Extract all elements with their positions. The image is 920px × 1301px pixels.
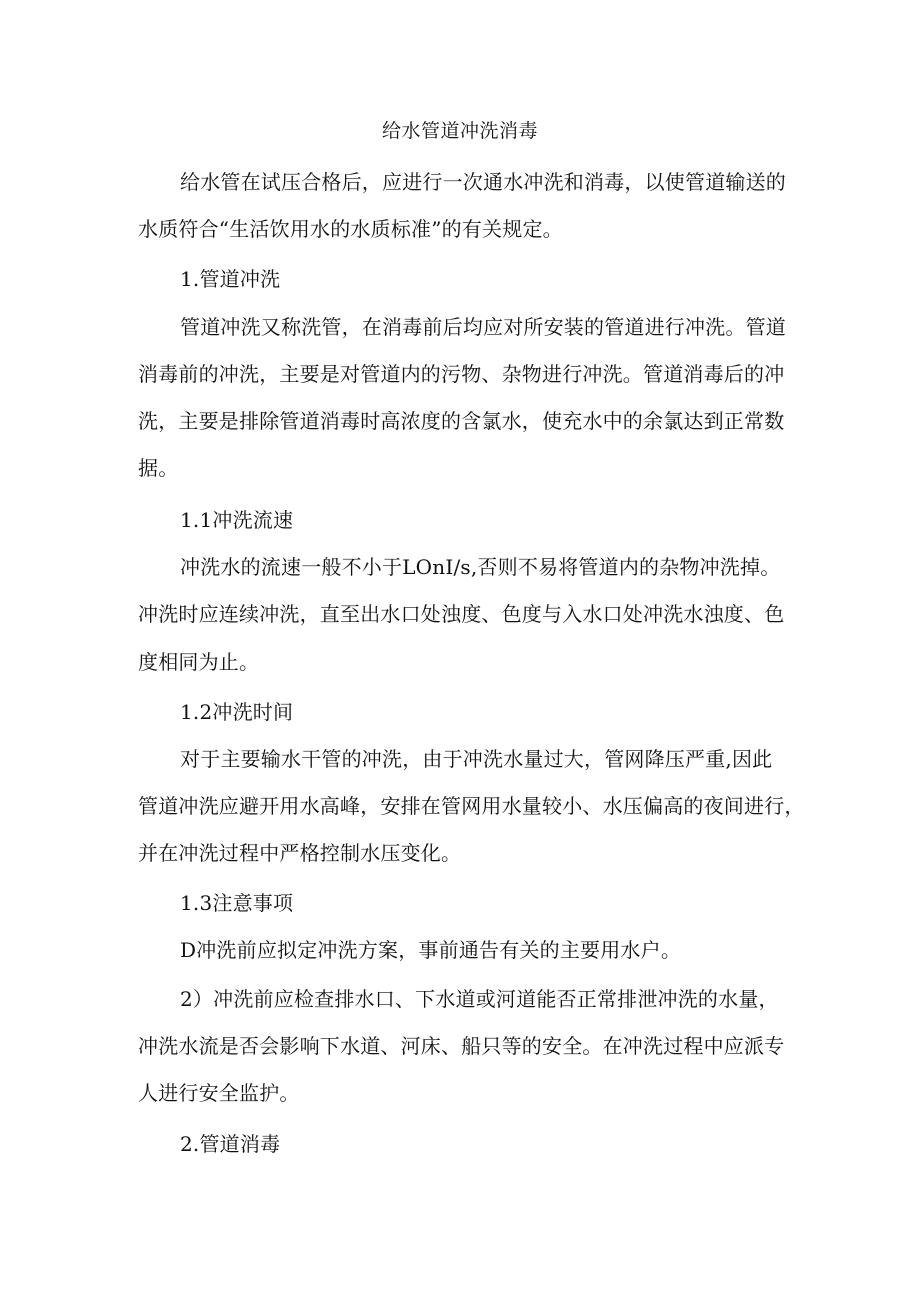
- paragraph-line: 管道冲洗应避开用水高峰，安排在管网用水量较小、水压偏高的夜间进行，: [138, 794, 805, 818]
- document-title: 给水管道冲洗消毒: [381, 120, 538, 142]
- list-item: D冲洗前应拟定冲洗方案，事前通告有关的主要用水户。: [180, 938, 682, 962]
- subsection-heading: 1.3注意事项: [180, 891, 294, 915]
- paragraph-line: 管道冲洗又称洗管，在消毒前后均应对所安装的管道进行冲洗。管道: [180, 315, 786, 339]
- paragraph-line: 度相同为止。: [138, 650, 260, 674]
- section-heading: 1.管道冲洗: [180, 267, 281, 291]
- subsection-heading: 1.1冲洗流速: [180, 508, 294, 532]
- paragraph-line: 并在冲洗过程中严格控制水压变化。: [138, 841, 462, 865]
- section-heading: 2.管道消毒: [180, 1132, 281, 1156]
- paragraph-line: 冲洗时应连续冲洗，直至出水口处浊度、色度与入水口处冲洗水浊度、色: [138, 602, 785, 626]
- list-item: 2）冲洗前应检查排水口、下水道或河道能否正常排泄冲洗的水量，: [180, 987, 779, 1011]
- paragraph-line: 水质符合“生活饮用水的水质标准”的有关规定。: [138, 217, 563, 241]
- paragraph-line: 人进行安全监护。: [138, 1081, 300, 1105]
- paragraph-line: 给水管在试压合格后，应进行一次通水冲洗和消毒，以使管道输送的: [180, 170, 786, 194]
- paragraph-line: 对于主要输水干管的冲洗，由于冲洗水量过大，管网降压严重,因此: [180, 747, 773, 771]
- paragraph-line: 冲洗水的流速一般不小于LOnI/s,否则不易将管道内的杂物冲洗掉。: [180, 555, 781, 579]
- paragraph-line: 消毒前的冲洗，主要是对管道内的污物、杂物进行冲洗。管道消毒后的冲: [138, 362, 785, 386]
- paragraph-line: 据。: [138, 456, 179, 480]
- subsection-heading: 1.2冲洗时间: [180, 700, 294, 724]
- paragraph-line: 冲洗水流是否会影响下水道、河床、船只等的安全。在冲洗过程中应派专: [138, 1034, 785, 1058]
- paragraph-line: 洗，主要是排除管道消毒时高浓度的含氯水，使充水中的余氯达到正常数: [138, 409, 785, 433]
